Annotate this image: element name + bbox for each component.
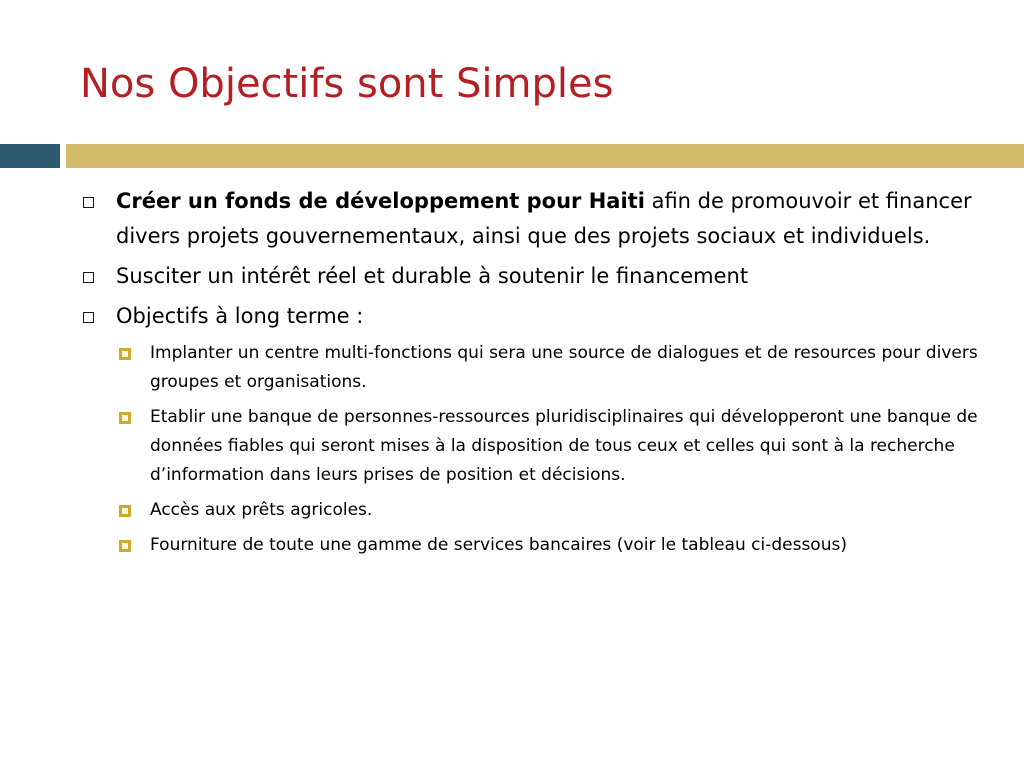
bullet-item-3 [80,299,980,334]
header-accent-bar-left [0,144,60,168]
gold-square-bullet-icon [119,348,131,360]
sub-bullet-item-3-text: Accès aux prêts agricoles. [150,500,373,520]
slide-title: Nos Objectifs sont Simples [80,61,614,107]
sub-bullet-item-2-text: Etablir une banque de personnes-ressources pluridisciplinaires qui développeront une banque de données fiables qui seront mises à la disposition de tous ceux et celles qui sont à la recherche d’information dans leurs prises de position et décisions. [150,407,978,485]
bullet-item-1 [80,184,980,254]
sub-bullet-item-1-text: Implanter un centre multi-fonctions qui sera une source de dialogues et de resources pour divers groupes et organisations. [150,343,978,392]
bullet-list [80,184,980,566]
sub-bullet-item-2 [116,403,980,490]
hollow-square-bullet-icon [83,312,94,323]
sub-bullet-item-3 [116,496,980,525]
gold-square-bullet-icon [119,505,131,517]
gold-square-bullet-icon [119,540,131,552]
sub-bullet-item-4 [116,531,980,560]
bullet-item-2 [80,259,980,294]
sub-bullet-item-1 [116,339,980,397]
bullet-item-3-text: Objectifs à long terme : [116,304,364,328]
hollow-square-bullet-icon [83,272,94,283]
gold-square-bullet-icon [119,412,131,424]
bullet-item-2-text: Susciter un intérêt réel et durable à soutenir le financement [116,264,749,288]
bullet-item-1-text: afin de promouvoir et financer divers projets gouvernementaux, ainsi que des projets sociaux et individuels. [116,189,972,248]
hollow-square-bullet-icon [83,197,94,208]
bullet-item-1-bold-text: Créer un fonds de développement pour Haiti [116,189,645,213]
header-accent-bar-right [66,144,1024,168]
sub-bullet-item-4-text: Fourniture de toute une gamme de services bancaires (voir le tableau ci-dessous) [150,535,847,555]
